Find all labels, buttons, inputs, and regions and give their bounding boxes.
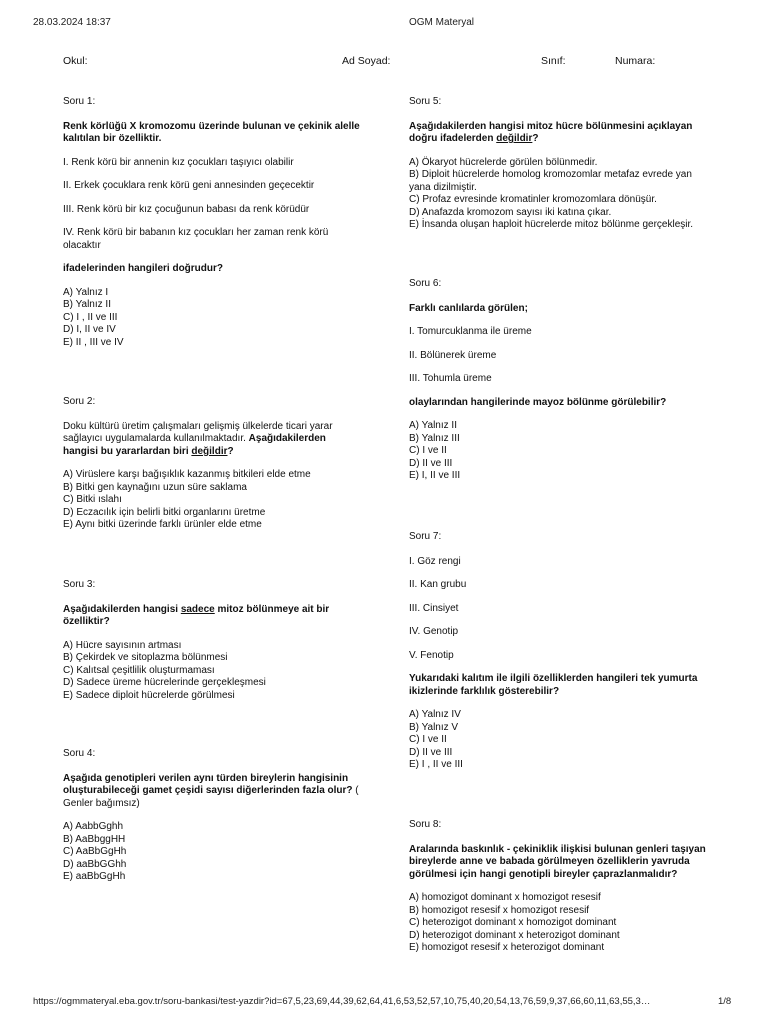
- stem-text: Aşağıdakilerden hangisi: [63, 603, 181, 615]
- answer-option: E) aaBbGgHh: [63, 871, 126, 882]
- answer-option: E) İnsanda oluşan haploit hücrelerde mitoz bölünme gerçekleşir.: [409, 219, 694, 230]
- question-number: Soru 8:: [409, 819, 442, 830]
- question-number: Soru 4:: [63, 748, 96, 759]
- stem-underline-text: sadece: [180, 603, 215, 615]
- answer-option: E) II , III ve IV: [63, 336, 124, 348]
- statement-item: I. Tomurcuklanma ile üreme: [409, 326, 532, 337]
- answer-option: B) Bitki gen kaynağını uzun süre saklama: [63, 481, 247, 493]
- stem-end: ?: [227, 445, 234, 457]
- statement-item: II. Erkek çocuklara renk körü geni annesinden geçecektir: [63, 180, 315, 191]
- stem-text: ( Genler bağımsız): [63, 785, 359, 809]
- question-stem: [63, 421, 363, 459]
- answer-options: [63, 469, 363, 532]
- answer-option: C) I ve II: [409, 445, 447, 456]
- answer-option: B) Yalnız II: [63, 299, 111, 310]
- answer-option: B) Yalnız III: [409, 432, 460, 444]
- name-label: Ad Soyad:: [342, 55, 391, 67]
- question-number: Soru 6:: [409, 278, 442, 289]
- answer-option: D) aaBbGGhh: [63, 858, 127, 870]
- answer-options: [409, 157, 709, 232]
- answer-option: B) Diploit hücrelerde homolog kromozomlar metafaz evrede yan yana dizilmiştir.: [409, 169, 692, 193]
- answer-option: C) Kalıtsal çeşitlilik oluşturmaması: [63, 664, 215, 676]
- stem-text: mitoz bölünmeye ait bir özelliktir?: [63, 603, 330, 627]
- answer-option: E) Sadece diploit hücrelerde görülmesi: [63, 689, 235, 701]
- question-ask: olaylarından hangilerinde mayoz bölünme görülebilir?: [409, 396, 667, 408]
- question-stem: [409, 121, 709, 146]
- answer-option: B) Yalnız V: [409, 721, 459, 733]
- question-4: [63, 748, 363, 884]
- statement-item: IV. Genotip: [409, 626, 459, 637]
- question-stem: Farklı canlılarda görülen;: [409, 302, 528, 314]
- answer-option: B) homozigot resesif x homozigot resesif: [409, 904, 590, 916]
- answer-option: E) Aynı bitki üzerinde farklı ürünler elde etme: [63, 519, 262, 530]
- site-title: OGM Materyal: [409, 17, 475, 28]
- question-number: Soru 7:: [409, 531, 442, 542]
- print-datetime: 28.03.2024 18:37: [33, 17, 111, 28]
- answer-options: [63, 287, 363, 350]
- answer-options: [409, 420, 709, 483]
- answer-option: C) I , II ve III: [63, 311, 118, 323]
- statement-item: III. Cinsiyet: [409, 602, 459, 614]
- question-7: [409, 531, 709, 772]
- answer-option: C) heterozigot dominant x homozigot dominant: [409, 917, 617, 928]
- answer-options: [63, 640, 363, 703]
- answer-option: A) homozigot dominant x homozigot resesif: [409, 892, 601, 903]
- answer-option: D) II ve III: [409, 457, 453, 469]
- question-number: Soru 1:: [63, 96, 96, 107]
- statement-item: V. Fenotip: [409, 649, 454, 661]
- answer-option: D) Eczacılık için belirli bitki organlarını üretme: [63, 506, 266, 518]
- answer-option: B) Çekirdek ve sitoplazma bölünmesi: [63, 652, 228, 663]
- stem-underline-text: değildir: [496, 133, 533, 144]
- answer-option: D) II ve III: [409, 746, 453, 758]
- question-stem: [63, 604, 363, 629]
- answer-options: [409, 709, 709, 772]
- question-5: [409, 96, 709, 232]
- school-label: Okul:: [63, 55, 88, 67]
- question-3: [63, 579, 363, 702]
- answer-options: [409, 892, 709, 955]
- question-6: [409, 278, 709, 483]
- stem-underline-text: değildir: [191, 445, 228, 457]
- answer-option: D) Sadece üreme hücrelerinde gerçekleşmesi: [63, 677, 266, 688]
- answer-option: E) homozigot resesif x heterozigot dominant: [409, 942, 605, 953]
- answer-option: B) AaBbggHH: [63, 833, 126, 845]
- statement-item: III. Renk körü bir kız çocuğunun babası da renk körüdür: [63, 203, 310, 215]
- stem-end: ?: [532, 133, 539, 144]
- question-number: Soru 5:: [409, 96, 442, 107]
- answer-option: A) Yalnız IV: [409, 709, 461, 720]
- answer-option: A) Yalnız II: [409, 420, 457, 431]
- statement-item: II. Bölünerek üreme: [409, 349, 497, 361]
- number-label: Numara:: [615, 55, 656, 67]
- statement-item: IV. Renk körü bir babanın kız çocukları her zaman renk körü olacaktır: [63, 227, 329, 251]
- question-2: [63, 396, 363, 532]
- stem-bold-text: Aşağıda genotipleri verilen aynı türden bireylerin hangisinin oluşturabileceği gamet çeşidi sayısı diğerlerinden fazla olur?: [63, 772, 353, 796]
- question-ask: Yukarıdaki kalıtım ile ilgili özelliklerden hangileri tek yumurta ikizlerinde farklılık gösterebilir?: [409, 673, 698, 697]
- answer-option: A) Yalnız I: [63, 286, 109, 298]
- answer-option: D) heterozigot dominant x heterozigot dominant: [409, 929, 620, 941]
- answer-option: E) I , II ve III: [409, 759, 463, 770]
- answer-option: A) Hücre sayısının artması: [63, 639, 182, 651]
- question-1: [63, 96, 363, 349]
- answer-option: C) I ve II: [409, 734, 447, 745]
- stem-bold-text: Aşağıdakilerden hangisi bu yararlardan biri: [63, 433, 326, 457]
- stem-text: Doku kültürü üretim çalışmaları gelişmiş ülkelerde ticari yarar sağlayıcı uygulamalarda kullanılmaktadır.: [63, 420, 333, 444]
- question-8: [409, 819, 709, 955]
- answer-option: C) Profaz evresinde kromatinler kromozomlara dönüşür.: [409, 194, 657, 205]
- page-number: 1/8: [718, 996, 732, 1007]
- answer-option: D) I, II ve IV: [63, 324, 116, 335]
- answer-option: A) Ökaryot hücrelerde görülen bölünmedir.: [409, 156, 598, 168]
- question-stem: Aralarında baskınlık - çekiniklik ilişkisi bulunan genleri taşıyan bireylerde anne ve babada görülmeyen özelliklerin yavruda görülmesi için hangi genotipli bireyler çaprazlanmalıdır?: [409, 843, 706, 880]
- answer-option: A) AabbGghh: [63, 821, 124, 832]
- class-label: Sınıf:: [541, 55, 566, 67]
- print-url: https://ogmmateryal.eba.gov.tr/soru-bankasi/test-yazdir?id=67,5,23,69,44,39,62,64,41,6,53,52,57,10,75,40,20,54,13,76,59,9,37,66,60,11,63,55,3…: [33, 996, 651, 1007]
- statement-item: I. Renk körü bir annenin kız çocukları taşıyıcı olabilir: [63, 156, 294, 168]
- answer-option: A) Virüslere karşı bağışıklık kazanmış bitkileri elde etme: [63, 469, 311, 480]
- answer-options: [63, 821, 363, 884]
- answer-option: C) Bitki ıslahı: [63, 494, 122, 505]
- stem-text: Aşağıdakilerden hangisi mitoz hücre bölünmesini açıklayan doğru ifadelerden: [409, 120, 693, 144]
- statement-item: II. Kan grubu: [409, 579, 467, 590]
- question-number: Soru 2:: [63, 396, 96, 407]
- answer-option: E) I, II ve III: [409, 470, 461, 481]
- question-ask: ifadelerinden hangileri doğrudur?: [63, 263, 224, 274]
- answer-option: C) AaBbGgHh: [63, 846, 127, 857]
- question-stem: Renk körlüğü X kromozomu üzerinde bulunan ve çekinik alelle kalıtılan bir özelliktir.: [63, 120, 360, 144]
- question-number: Soru 3:: [63, 579, 96, 590]
- statement-item: I. Göz rengi: [409, 555, 461, 567]
- statement-item: III. Tohumla üreme: [409, 373, 492, 384]
- answer-option: D) Anafazda kromozom sayısı iki katına çıkar.: [409, 206, 612, 218]
- question-stem: [63, 773, 363, 811]
